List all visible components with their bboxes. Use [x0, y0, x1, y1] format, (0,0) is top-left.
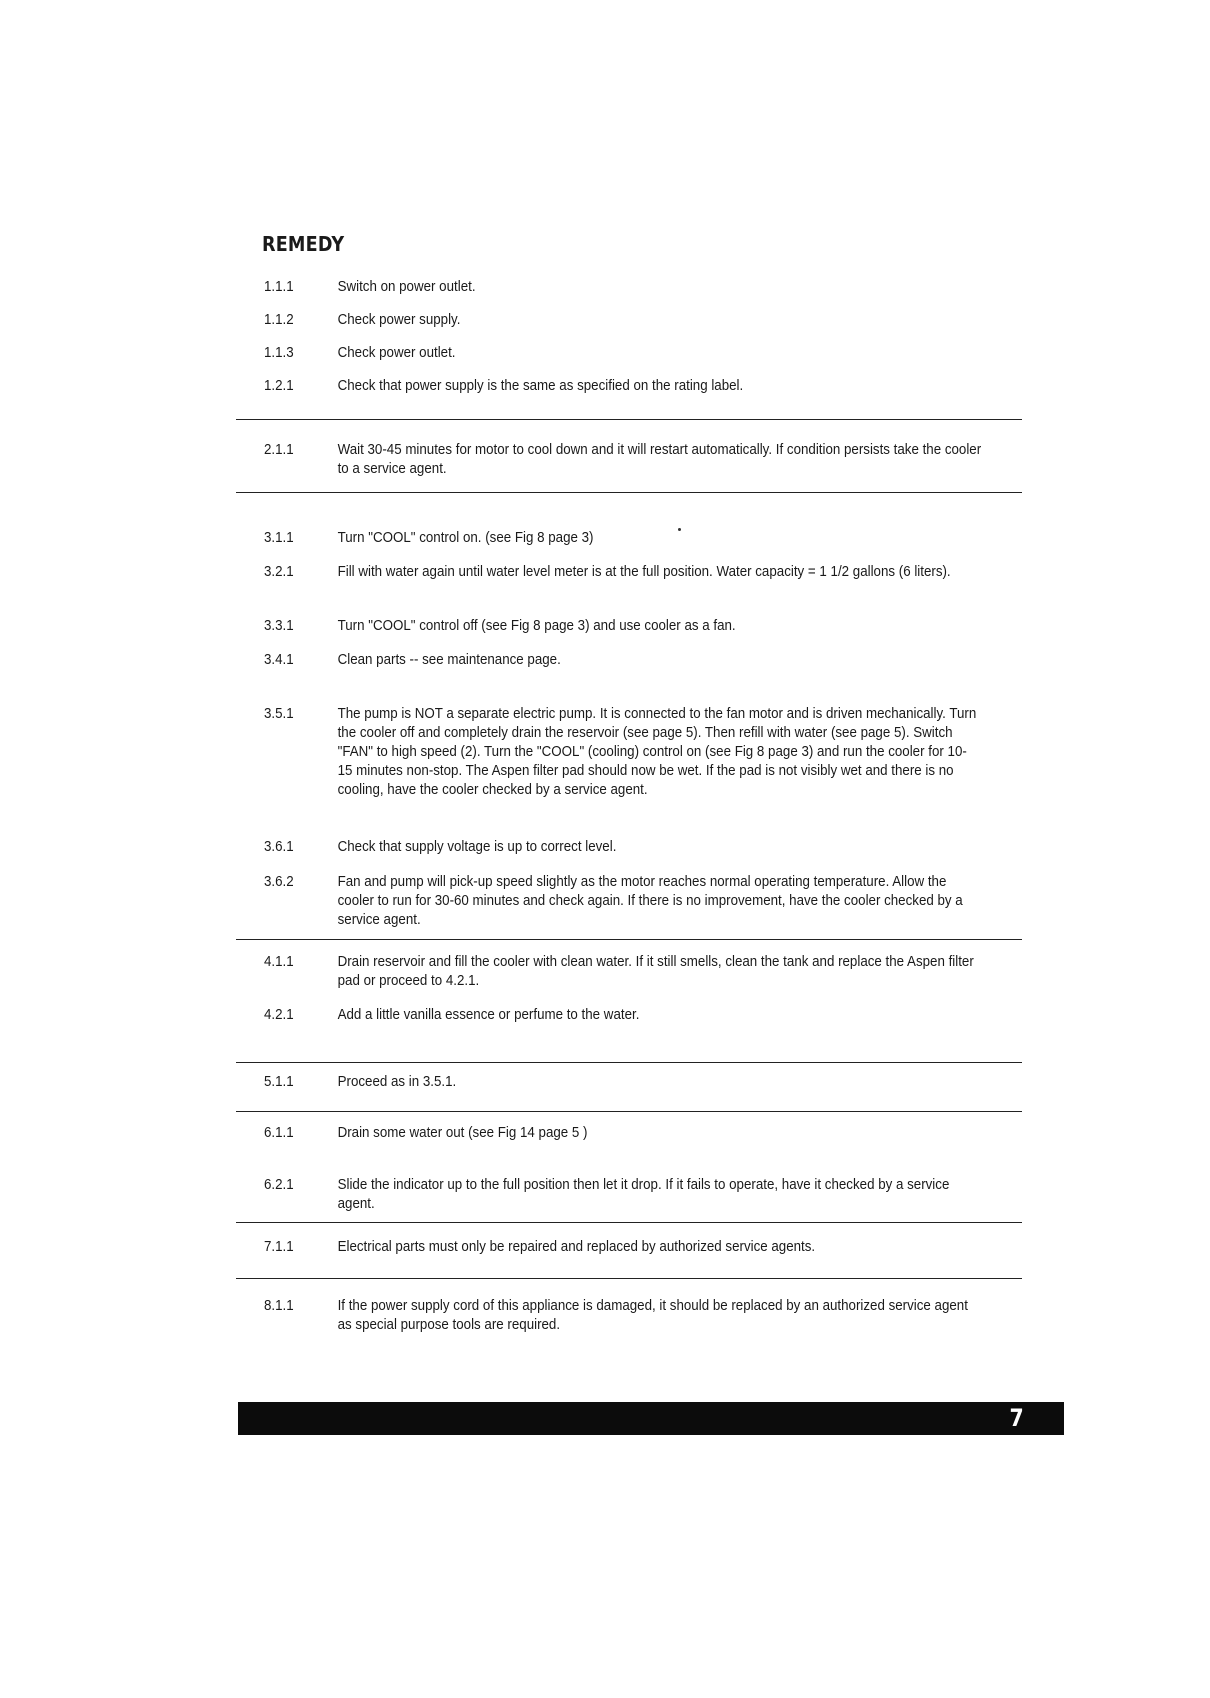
entry-number: 3.6.1 — [264, 839, 294, 855]
entry-text: Slide the indicator up to the full position then let it drop. If it fails to operate, have it checked by a service agent. — [337, 1177, 950, 1212]
entry-text: Drain reservoir and fill the cooler with clean water. If it still smells, clean the tank and replace the Aspen filter pad or proceed to 4.2.1. — [337, 954, 974, 989]
remedy-entry — [264, 953, 982, 991]
entry-text: Turn "COOL" control on. (see Fig 8 page 3) — [337, 530, 594, 546]
section-heading: REMEDY — [262, 232, 345, 256]
entry-text: The pump is NOT a separate electric pump. It is connected to the fan motor and is driven mechanically. Turn the cooler off and completely drain the reservoir (see page 5). Then refill with water (see page 5). Switch "FAN" to high speed (2). Turn the "COOL" (cooling) control on (see Fig 8 page 3) and run the cooler for 10-15 minutes non-stop. The Aspen filter pad should now be wet. If the pad is not visibly wet and there is no cooling, have the cooler checked by a service agent. — [337, 706, 977, 798]
remedy-entry — [264, 529, 982, 548]
remedy-entry — [264, 311, 982, 330]
section-divider — [236, 1222, 1022, 1223]
entry-number: 3.3.1 — [264, 618, 294, 634]
remedy-entry — [264, 377, 982, 396]
section-divider — [236, 1062, 1022, 1063]
entry-text: Wait 30-45 minutes for motor to cool down and it will restart automatically. If condition persists take the cooler to a service agent. — [337, 442, 982, 477]
remedy-entry — [264, 1238, 982, 1257]
entry-number: 3.6.2 — [264, 874, 294, 890]
entry-number: 1.1.3 — [264, 345, 294, 361]
entry-number: 1.1.2 — [264, 312, 294, 328]
entry-text: Check that power supply is the same as specified on the rating label. — [337, 378, 744, 394]
entry-text: Add a little vanilla essence or perfume to the water. — [337, 1007, 640, 1023]
remedy-entry — [264, 873, 982, 930]
entry-text: Fill with water again until water level meter is at the full position. Water capacity = 1 1/2 gallons (6 liters). — [337, 564, 951, 580]
section-divider — [236, 939, 1022, 940]
entry-number: 6.1.1 — [264, 1125, 294, 1141]
entry-number: 3.2.1 — [264, 564, 294, 580]
entry-number: 1.1.1 — [264, 279, 294, 295]
remedy-entry — [264, 1176, 982, 1214]
speck-mark — [678, 528, 681, 531]
remedy-entry — [264, 278, 982, 297]
entry-number: 5.1.1 — [264, 1074, 294, 1090]
entry-number: 1.2.1 — [264, 378, 294, 394]
entry-number: 3.4.1 — [264, 652, 294, 668]
remedy-entry — [264, 1073, 982, 1092]
remedy-entry — [264, 705, 982, 800]
entry-number: 4.1.1 — [264, 954, 294, 970]
entry-text: Check that supply voltage is up to correct level. — [337, 839, 617, 855]
remedy-entry — [264, 651, 982, 670]
remedy-entry — [264, 1006, 982, 1025]
entry-text: Check power outlet. — [337, 345, 456, 361]
section-divider — [236, 1278, 1022, 1279]
remedy-entry — [264, 563, 982, 582]
section-divider — [236, 492, 1022, 493]
entry-text: Turn "COOL" control off (see Fig 8 page 3) and use cooler as a fan. — [337, 618, 736, 634]
remedy-entry — [264, 617, 982, 636]
entry-text: Electrical parts must only be repaired and replaced by authorized service agents. — [337, 1239, 816, 1255]
entry-text: Switch on power outlet. — [337, 279, 476, 295]
entry-number: 7.1.1 — [264, 1239, 294, 1255]
remedy-entry — [264, 1297, 982, 1335]
entry-text: Check power supply. — [337, 312, 461, 328]
remedy-entry — [264, 344, 982, 363]
footer-bar — [238, 1402, 1064, 1435]
remedy-entry — [264, 441, 982, 479]
entry-text: If the power supply cord of this appliance is damaged, it should be replaced by an authorized service agent as special purpose tools are required. — [337, 1298, 968, 1333]
page-number: 7 — [1009, 1404, 1024, 1432]
entry-text: Fan and pump will pick-up speed slightly as the motor reaches normal operating temperature. Allow the cooler to run for 30-60 minutes and check again. If there is no improvement, have the cooler checked by a service agent. — [337, 874, 963, 928]
entry-number: 2.1.1 — [264, 442, 294, 458]
entry-number: 3.5.1 — [264, 706, 294, 722]
entry-text: Clean parts -- see maintenance page. — [337, 652, 561, 668]
entry-text: Proceed as in 3.5.1. — [337, 1074, 457, 1090]
section-divider — [236, 419, 1022, 420]
entry-number: 8.1.1 — [264, 1298, 294, 1314]
remedy-entry — [264, 838, 982, 857]
entry-number: 4.2.1 — [264, 1007, 294, 1023]
entry-text: Drain some water out (see Fig 14 page 5 ) — [337, 1125, 588, 1141]
section-divider — [236, 1111, 1022, 1112]
remedy-entry — [264, 1124, 982, 1143]
entry-number: 3.1.1 — [264, 530, 294, 546]
entry-number: 6.2.1 — [264, 1177, 294, 1193]
